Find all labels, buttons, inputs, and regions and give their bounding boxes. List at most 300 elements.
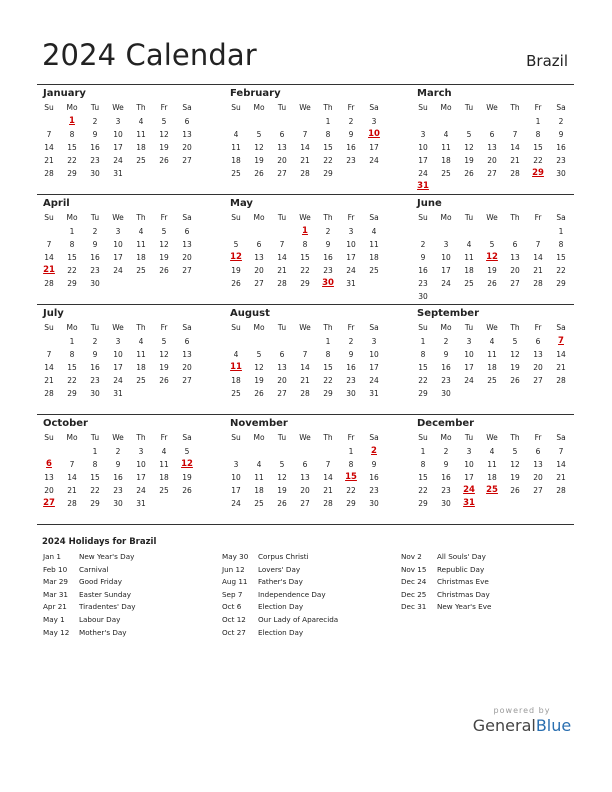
day-cell: 4 bbox=[371, 227, 377, 236]
weekday-header: Th bbox=[323, 213, 333, 222]
day-cell: 18 bbox=[487, 473, 497, 482]
holiday-name: Father's Day bbox=[258, 577, 303, 587]
day-cell: 2 bbox=[443, 447, 449, 456]
day-cell: 18 bbox=[369, 253, 379, 262]
day-cell: 29 bbox=[556, 279, 566, 288]
day-cell: 11 bbox=[136, 240, 146, 249]
page-title: 2024 Calendar bbox=[42, 38, 257, 72]
day-cell: 23 bbox=[113, 486, 123, 495]
weekday-header: Fr bbox=[347, 323, 355, 332]
weekday-header: Tu bbox=[90, 103, 100, 112]
day-cell: 24 bbox=[113, 376, 123, 385]
day-cell: 20 bbox=[277, 156, 287, 165]
day-cell: 10 bbox=[441, 253, 451, 262]
holiday-day-cell: 30 bbox=[322, 278, 334, 288]
weekday-header: Mo bbox=[440, 213, 452, 222]
day-cell: 1 bbox=[69, 227, 75, 236]
day-cell: 17 bbox=[346, 253, 356, 262]
day-cell: 3 bbox=[115, 117, 121, 126]
day-cell: 28 bbox=[44, 279, 54, 288]
weekday-header: Mo bbox=[253, 103, 265, 112]
divider bbox=[37, 414, 574, 415]
day-cell: 25 bbox=[136, 266, 146, 275]
day-cell: 28 bbox=[323, 499, 333, 508]
day-cell: 14 bbox=[44, 143, 54, 152]
weekday-header: Tu bbox=[277, 323, 287, 332]
holiday-day-cell: 6 bbox=[46, 459, 52, 469]
day-cell: 3 bbox=[420, 130, 426, 139]
weekday-header: Th bbox=[136, 213, 146, 222]
day-cell: 11 bbox=[487, 350, 497, 359]
holiday-name: Tiradentes' Day bbox=[79, 602, 136, 612]
day-cell: 26 bbox=[487, 279, 497, 288]
day-cell: 19 bbox=[254, 156, 264, 165]
holiday-name: Our Lady of Aparecida bbox=[258, 614, 339, 624]
day-cell: 5 bbox=[256, 130, 262, 139]
day-cell: 11 bbox=[231, 143, 241, 152]
day-cell: 2 bbox=[325, 227, 331, 236]
day-cell: 24 bbox=[441, 279, 451, 288]
day-cell: 17 bbox=[136, 473, 146, 482]
day-cell: 18 bbox=[136, 363, 146, 372]
day-cell: 21 bbox=[300, 156, 310, 165]
day-cell: 20 bbox=[182, 363, 192, 372]
day-cell: 21 bbox=[533, 266, 543, 275]
day-cell: 8 bbox=[69, 130, 75, 139]
weekday-header: We bbox=[486, 433, 498, 442]
day-cell: 15 bbox=[323, 363, 333, 372]
holiday-date: Dec 31 bbox=[401, 602, 427, 612]
day-cell: 3 bbox=[138, 447, 144, 456]
weekday-header: Fr bbox=[347, 103, 355, 112]
holiday-day-cell: 11 bbox=[230, 362, 242, 372]
day-cell: 23 bbox=[90, 156, 100, 165]
day-cell: 22 bbox=[323, 376, 333, 385]
day-cell: 14 bbox=[510, 143, 520, 152]
day-cell: 7 bbox=[46, 350, 52, 359]
day-cell: 30 bbox=[346, 389, 356, 398]
day-cell: 20 bbox=[277, 376, 287, 385]
weekday-header: Su bbox=[44, 433, 54, 442]
weekday-header: Tu bbox=[90, 433, 100, 442]
weekday-header: Fr bbox=[160, 103, 168, 112]
weekday-header: Sa bbox=[556, 103, 566, 112]
holiday-date: Sep 7 bbox=[222, 589, 243, 599]
day-cell: 11 bbox=[136, 130, 146, 139]
day-cell: 28 bbox=[556, 486, 566, 495]
holiday-date: Aug 11 bbox=[222, 577, 248, 587]
weekday-header: Tu bbox=[277, 213, 287, 222]
day-cell: 17 bbox=[369, 363, 379, 372]
powered-by-text: powered by bbox=[493, 706, 551, 715]
day-cell: 1 bbox=[558, 227, 564, 236]
weekday-header: We bbox=[112, 213, 124, 222]
day-cell: 1 bbox=[420, 337, 426, 346]
day-cell: 27 bbox=[300, 499, 310, 508]
day-cell: 8 bbox=[302, 240, 308, 249]
month-name: May bbox=[230, 198, 253, 209]
day-cell: 21 bbox=[556, 363, 566, 372]
day-cell: 19 bbox=[159, 253, 169, 262]
day-cell: 15 bbox=[556, 253, 566, 262]
holiday-day-cell: 25 bbox=[486, 485, 498, 495]
day-cell: 9 bbox=[420, 253, 426, 262]
day-cell: 16 bbox=[90, 253, 100, 262]
holiday-date: Nov 15 bbox=[401, 564, 427, 574]
day-cell: 10 bbox=[231, 473, 241, 482]
weekday-header: Mo bbox=[66, 213, 78, 222]
day-cell: 23 bbox=[441, 486, 451, 495]
holiday-date: May 1 bbox=[43, 614, 65, 624]
day-cell: 11 bbox=[254, 473, 264, 482]
day-cell: 22 bbox=[346, 486, 356, 495]
day-cell: 25 bbox=[231, 389, 241, 398]
day-cell: 20 bbox=[533, 473, 543, 482]
day-cell: 7 bbox=[558, 447, 564, 456]
weekday-header: Mo bbox=[440, 323, 452, 332]
day-cell: 17 bbox=[113, 363, 123, 372]
weekday-header: Mo bbox=[66, 433, 78, 442]
holiday-date: Oct 27 bbox=[222, 627, 246, 637]
weekday-header: Th bbox=[510, 103, 520, 112]
day-cell: 18 bbox=[231, 156, 241, 165]
day-cell: 15 bbox=[67, 253, 77, 262]
day-cell: 4 bbox=[233, 130, 239, 139]
holiday-date: Mar 31 bbox=[43, 589, 68, 599]
weekday-header: We bbox=[299, 213, 311, 222]
divider bbox=[37, 194, 574, 195]
day-cell: 7 bbox=[46, 130, 52, 139]
day-cell: 1 bbox=[325, 117, 331, 126]
month-name: February bbox=[230, 88, 281, 99]
day-cell: 30 bbox=[90, 169, 100, 178]
weekday-header: Tu bbox=[464, 433, 474, 442]
day-cell: 5 bbox=[512, 337, 518, 346]
month-name: August bbox=[230, 308, 270, 319]
day-cell: 19 bbox=[159, 143, 169, 152]
day-cell: 25 bbox=[136, 156, 146, 165]
day-cell: 15 bbox=[418, 363, 428, 372]
day-cell: 13 bbox=[510, 253, 520, 262]
day-cell: 26 bbox=[277, 499, 287, 508]
weekday-header: Su bbox=[231, 213, 241, 222]
holiday-day-cell: 21 bbox=[43, 265, 55, 275]
day-cell: 25 bbox=[254, 499, 264, 508]
day-cell: 13 bbox=[487, 143, 497, 152]
weekday-header: Fr bbox=[160, 213, 168, 222]
brand-part1: General bbox=[472, 716, 536, 735]
holiday-name: All Souls' Day bbox=[437, 552, 486, 561]
weekday-header: Fr bbox=[160, 433, 168, 442]
day-cell: 24 bbox=[369, 376, 379, 385]
day-cell: 14 bbox=[67, 473, 77, 482]
holiday-name: Independence Day bbox=[258, 589, 326, 599]
day-cell: 14 bbox=[300, 363, 310, 372]
day-cell: 24 bbox=[418, 169, 428, 178]
day-cell: 26 bbox=[159, 266, 169, 275]
weekday-header: Mo bbox=[253, 323, 265, 332]
day-cell: 16 bbox=[418, 266, 428, 275]
day-cell: 23 bbox=[90, 376, 100, 385]
day-cell: 9 bbox=[443, 460, 449, 469]
day-cell: 26 bbox=[231, 279, 241, 288]
day-cell: 18 bbox=[464, 266, 474, 275]
day-cell: 2 bbox=[348, 337, 354, 346]
weekday-header: We bbox=[486, 323, 498, 332]
divider bbox=[37, 524, 574, 525]
day-cell: 7 bbox=[512, 130, 518, 139]
weekday-header: Sa bbox=[182, 433, 192, 442]
day-cell: 10 bbox=[136, 460, 146, 469]
day-cell: 20 bbox=[44, 486, 54, 495]
day-cell: 28 bbox=[300, 169, 310, 178]
holiday-name: Corpus Christi bbox=[258, 552, 309, 561]
day-cell: 11 bbox=[369, 240, 379, 249]
day-cell: 23 bbox=[323, 266, 333, 275]
day-cell: 9 bbox=[92, 350, 98, 359]
day-cell: 10 bbox=[369, 350, 379, 359]
day-cell: 16 bbox=[90, 363, 100, 372]
day-cell: 15 bbox=[533, 143, 543, 152]
day-cell: 6 bbox=[535, 447, 541, 456]
day-cell: 11 bbox=[464, 253, 474, 262]
day-cell: 4 bbox=[138, 117, 144, 126]
holiday-day-cell: 1 bbox=[302, 226, 308, 236]
day-cell: 12 bbox=[277, 473, 287, 482]
month-name: September bbox=[417, 308, 479, 319]
day-cell: 16 bbox=[346, 143, 356, 152]
day-cell: 6 bbox=[489, 130, 495, 139]
day-cell: 19 bbox=[510, 363, 520, 372]
month-name: January bbox=[43, 88, 86, 99]
day-cell: 11 bbox=[441, 143, 451, 152]
day-cell: 28 bbox=[533, 279, 543, 288]
day-cell: 29 bbox=[90, 499, 100, 508]
weekday-header: Sa bbox=[556, 323, 566, 332]
month-name: October bbox=[43, 418, 88, 429]
holiday-name: Lovers' Day bbox=[258, 564, 301, 574]
day-cell: 12 bbox=[159, 130, 169, 139]
day-cell: 2 bbox=[348, 117, 354, 126]
day-cell: 7 bbox=[302, 350, 308, 359]
weekday-header: Sa bbox=[556, 433, 566, 442]
day-cell: 18 bbox=[136, 143, 146, 152]
weekday-header: Su bbox=[418, 213, 428, 222]
day-cell: 24 bbox=[231, 499, 241, 508]
weekday-header: Th bbox=[510, 323, 520, 332]
day-cell: 4 bbox=[443, 130, 449, 139]
day-cell: 12 bbox=[159, 240, 169, 249]
day-cell: 10 bbox=[418, 143, 428, 152]
weekday-header: Su bbox=[231, 433, 241, 442]
day-cell: 21 bbox=[67, 486, 77, 495]
day-cell: 13 bbox=[277, 143, 287, 152]
day-cell: 1 bbox=[92, 447, 98, 456]
day-cell: 13 bbox=[182, 350, 192, 359]
day-cell: 27 bbox=[533, 376, 543, 385]
day-cell: 25 bbox=[441, 169, 451, 178]
day-cell: 22 bbox=[67, 156, 77, 165]
day-cell: 28 bbox=[44, 389, 54, 398]
day-cell: 20 bbox=[300, 486, 310, 495]
day-cell: 21 bbox=[44, 156, 54, 165]
day-cell: 27 bbox=[182, 376, 192, 385]
day-cell: 13 bbox=[182, 240, 192, 249]
holiday-date: Oct 12 bbox=[222, 614, 246, 624]
weekday-header: Th bbox=[136, 323, 146, 332]
day-cell: 25 bbox=[231, 169, 241, 178]
day-cell: 20 bbox=[254, 266, 264, 275]
day-cell: 9 bbox=[325, 240, 331, 249]
day-cell: 2 bbox=[115, 447, 121, 456]
holiday-day-cell: 15 bbox=[345, 472, 357, 482]
day-cell: 15 bbox=[90, 473, 100, 482]
day-cell: 5 bbox=[184, 447, 190, 456]
day-cell: 10 bbox=[346, 240, 356, 249]
day-cell: 13 bbox=[182, 130, 192, 139]
day-cell: 12 bbox=[254, 143, 264, 152]
weekday-header: Fr bbox=[160, 323, 168, 332]
weekday-header: Sa bbox=[369, 323, 379, 332]
holiday-name: Good Friday bbox=[79, 577, 122, 587]
day-cell: 11 bbox=[159, 460, 169, 469]
day-cell: 7 bbox=[279, 240, 285, 249]
weekday-header: Su bbox=[231, 323, 241, 332]
holiday-date: May 12 bbox=[43, 627, 70, 637]
day-cell: 28 bbox=[67, 499, 77, 508]
day-cell: 27 bbox=[533, 486, 543, 495]
day-cell: 17 bbox=[113, 253, 123, 262]
day-cell: 15 bbox=[67, 363, 77, 372]
holiday-date: Jan 1 bbox=[43, 552, 61, 561]
brand-logo[interactable] bbox=[466, 716, 578, 735]
day-cell: 22 bbox=[67, 266, 77, 275]
day-cell: 19 bbox=[231, 266, 241, 275]
weekday-header: Fr bbox=[534, 323, 542, 332]
weekday-header: Mo bbox=[253, 433, 265, 442]
day-cell: 3 bbox=[115, 337, 121, 346]
day-cell: 16 bbox=[441, 473, 451, 482]
day-cell: 15 bbox=[418, 473, 428, 482]
holiday-date: Nov 2 bbox=[401, 552, 422, 561]
day-cell: 24 bbox=[346, 266, 356, 275]
day-cell: 29 bbox=[300, 279, 310, 288]
day-cell: 16 bbox=[369, 473, 379, 482]
day-cell: 12 bbox=[464, 143, 474, 152]
holiday-day-cell: 27 bbox=[43, 498, 55, 508]
day-cell: 12 bbox=[159, 350, 169, 359]
weekday-header: Su bbox=[418, 103, 428, 112]
day-cell: 13 bbox=[254, 253, 264, 262]
holiday-date: Dec 24 bbox=[401, 577, 427, 587]
day-cell: 10 bbox=[113, 350, 123, 359]
day-cell: 17 bbox=[418, 156, 428, 165]
day-cell: 29 bbox=[323, 169, 333, 178]
weekday-header: We bbox=[112, 323, 124, 332]
day-cell: 14 bbox=[556, 460, 566, 469]
day-cell: 17 bbox=[464, 473, 474, 482]
weekday-header: We bbox=[299, 103, 311, 112]
day-cell: 30 bbox=[556, 169, 566, 178]
day-cell: 21 bbox=[300, 376, 310, 385]
day-cell: 9 bbox=[92, 130, 98, 139]
weekday-header: Mo bbox=[440, 103, 452, 112]
day-cell: 31 bbox=[346, 279, 356, 288]
weekday-header: Tu bbox=[277, 103, 287, 112]
day-cell: 16 bbox=[441, 363, 451, 372]
day-cell: 5 bbox=[161, 117, 167, 126]
holiday-day-cell: 12 bbox=[181, 459, 193, 469]
day-cell: 23 bbox=[346, 156, 356, 165]
day-cell: 28 bbox=[510, 169, 520, 178]
weekday-header: Sa bbox=[369, 103, 379, 112]
day-cell: 9 bbox=[92, 240, 98, 249]
day-cell: 23 bbox=[441, 376, 451, 385]
weekday-header: Su bbox=[44, 103, 54, 112]
day-cell: 27 bbox=[277, 169, 287, 178]
day-cell: 4 bbox=[489, 337, 495, 346]
day-cell: 14 bbox=[556, 350, 566, 359]
day-cell: 14 bbox=[44, 253, 54, 262]
weekday-header: Sa bbox=[182, 323, 192, 332]
day-cell: 18 bbox=[136, 253, 146, 262]
weekday-header: We bbox=[112, 433, 124, 442]
day-cell: 30 bbox=[441, 389, 451, 398]
day-cell: 8 bbox=[558, 240, 564, 249]
day-cell: 19 bbox=[182, 473, 192, 482]
month-name: July bbox=[43, 308, 64, 319]
day-cell: 10 bbox=[464, 460, 474, 469]
day-cell: 24 bbox=[113, 266, 123, 275]
day-cell: 27 bbox=[510, 279, 520, 288]
day-cell: 26 bbox=[182, 486, 192, 495]
weekday-header: We bbox=[112, 103, 124, 112]
holiday-day-cell: 2 bbox=[371, 446, 377, 456]
day-cell: 21 bbox=[44, 376, 54, 385]
weekday-header: Mo bbox=[66, 103, 78, 112]
weekday-header: Th bbox=[510, 433, 520, 442]
day-cell: 6 bbox=[184, 117, 190, 126]
holiday-name: Carnival bbox=[79, 564, 109, 574]
day-cell: 14 bbox=[323, 473, 333, 482]
day-cell: 9 bbox=[371, 460, 377, 469]
day-cell: 19 bbox=[464, 156, 474, 165]
footer bbox=[466, 706, 578, 735]
day-cell: 11 bbox=[487, 460, 497, 469]
day-cell: 5 bbox=[279, 460, 285, 469]
holiday-name: Christmas Eve bbox=[437, 577, 489, 587]
day-cell: 22 bbox=[323, 156, 333, 165]
day-cell: 21 bbox=[323, 486, 333, 495]
day-cell: 28 bbox=[300, 389, 310, 398]
holiday-date: Apr 21 bbox=[43, 602, 67, 612]
day-cell: 9 bbox=[348, 350, 354, 359]
day-cell: 1 bbox=[348, 447, 354, 456]
day-cell: 5 bbox=[512, 447, 518, 456]
day-cell: 8 bbox=[420, 460, 426, 469]
day-cell: 25 bbox=[369, 266, 379, 275]
holiday-day-cell: 29 bbox=[532, 168, 544, 178]
day-cell: 8 bbox=[420, 350, 426, 359]
day-cell: 23 bbox=[369, 486, 379, 495]
month-name: April bbox=[43, 198, 70, 209]
weekday-header: Fr bbox=[534, 103, 542, 112]
day-cell: 30 bbox=[90, 389, 100, 398]
day-cell: 1 bbox=[420, 447, 426, 456]
day-cell: 5 bbox=[161, 337, 167, 346]
day-cell: 29 bbox=[418, 389, 428, 398]
day-cell: 5 bbox=[161, 227, 167, 236]
